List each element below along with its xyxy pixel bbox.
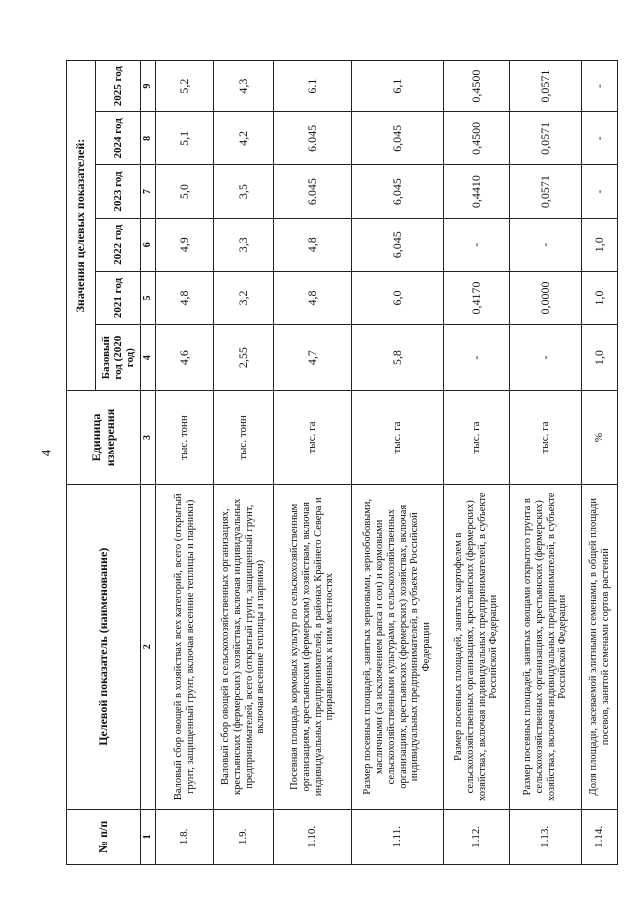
header-year: Базовый год (2020 год) — [96, 325, 141, 391]
value-cell: 6.045 — [274, 165, 352, 218]
row-number: 1.13. — [510, 809, 582, 864]
column-number: 6 — [141, 218, 156, 271]
value-cell: 0,4170 — [444, 271, 510, 324]
row-number: 1.9. — [214, 809, 274, 864]
indicator-name: Валовый сбор овощей в хозяйствах всех категорий, всего (открытый грунт, защищенный грунт, включая весенние теплицы и парники) — [156, 484, 214, 809]
value-cell: 3,2 — [214, 271, 274, 324]
value-cell: 0,4500 — [444, 61, 510, 112]
value-cell: 0,0571 — [510, 61, 582, 112]
column-number: 8 — [141, 112, 156, 165]
header-name: Целевой показатель (наименование) — [67, 484, 141, 809]
value-cell: 0,4500 — [444, 112, 510, 165]
value-cell: 0,0000 — [510, 271, 582, 324]
value-cell: 6,0 — [352, 271, 444, 324]
value-cell: 1,0 — [582, 325, 618, 391]
value-cell: 1,0 — [582, 271, 618, 324]
value-cell: 4,7 — [274, 325, 352, 391]
header-num: № п/п — [67, 809, 141, 864]
row-number: 1.10. — [274, 809, 352, 864]
value-cell: - — [510, 218, 582, 271]
value-cell: 6.045 — [274, 112, 352, 165]
value-cell: 4,8 — [274, 218, 352, 271]
unit-cell: тыс. тонн — [156, 391, 214, 485]
row-number: 1.12. — [444, 809, 510, 864]
table-row — [352, 61, 444, 865]
column-number: 9 — [141, 61, 156, 112]
value-cell: 6,1 — [352, 61, 444, 112]
value-cell: 0,0571 — [510, 165, 582, 218]
value-cell: - — [582, 112, 618, 165]
value-cell: 2,55 — [214, 325, 274, 391]
unit-cell: тыс. га — [444, 391, 510, 485]
value-cell: 5,8 — [352, 325, 444, 391]
header-unit: Единица измерения — [67, 391, 141, 485]
table-row — [444, 61, 510, 865]
row-number: 1.11. — [352, 809, 444, 864]
column-number: 4 — [141, 325, 156, 391]
column-number: 3 — [141, 391, 156, 485]
value-cell: 3,5 — [214, 165, 274, 218]
value-cell: - — [582, 165, 618, 218]
value-cell: 4,2 — [214, 112, 274, 165]
indicators-table-wrapper — [66, 60, 611, 865]
unit-cell: тыс. га — [274, 391, 352, 485]
indicator-name: Размер посевных площадей, занятых овощами открытого грунта в сельскохозяйственных организациях, крестьянских (фермерских) хозяйствах, включая индивидуальных предпринимателей, в субъекте Российской Федерации — [510, 484, 582, 809]
header-row-top — [67, 61, 96, 865]
value-cell: 6,045 — [352, 112, 444, 165]
page-number: 4 — [38, 449, 54, 457]
indicator-name: Размер посевных площадей, занятых картофелем в сельскохозяйственных организациях, крестьянских (фермерских) хозяйствах, включая индивидуальных предпринимателей, в субъекте Российской Федерации — [444, 484, 510, 809]
header-year: 2021 год — [96, 271, 141, 324]
column-number: 7 — [141, 165, 156, 218]
column-number-row — [141, 61, 156, 865]
table-row — [582, 61, 618, 865]
value-cell: 5,2 — [156, 61, 214, 112]
value-cell: 5,0 — [156, 165, 214, 218]
header-year: 2024 год — [96, 112, 141, 165]
value-cell: 6.1 — [274, 61, 352, 112]
table-row — [510, 61, 582, 865]
value-cell: 0,4410 — [444, 165, 510, 218]
value-cell: 4,8 — [274, 271, 352, 324]
value-cell: - — [444, 325, 510, 391]
row-number: 1.8. — [156, 809, 214, 864]
value-cell: 4,8 — [156, 271, 214, 324]
value-cell: - — [582, 61, 618, 112]
column-number: 5 — [141, 271, 156, 324]
indicator-name: Валовый сбор овощей в сельскохозяйственных организациях, крестьянских (фермерских) хозяйствах, включая индивидуальных предпринимателей, всего (открытый грунт, защищенный грунт, включая весенние теплицы и парники) — [214, 484, 274, 809]
value-cell: 0,0571 — [510, 112, 582, 165]
target-indicators-table — [66, 60, 618, 865]
unit-cell: % — [582, 391, 618, 485]
value-cell: 4,6 — [156, 325, 214, 391]
table-row — [214, 61, 274, 865]
value-cell: 3,3 — [214, 218, 274, 271]
value-cell: 5,1 — [156, 112, 214, 165]
unit-cell: тыс. тонн — [214, 391, 274, 485]
column-number: 1 — [141, 809, 156, 864]
header-year: 2025 год — [96, 61, 141, 112]
header-values-group: Значения целевых показателей: — [67, 61, 96, 391]
header-year: 2023 год — [96, 165, 141, 218]
indicator-name: Посевная площадь кормовых культур по сельскохозяйственным организациям, крестьянским (фермерским) хозяйствам, включая индивидуальных предпринимателей, в районах Крайнего Севера и приравненных к ним местностях — [274, 484, 352, 809]
value-cell: 4,3 — [214, 61, 274, 112]
indicator-name: Размер посевных площадей, занятых зерновыми, зернобобовыми, масличными (за исключением рапса и сои) и кормовыми сельскохозяйственными культурами, в сельскохозяйственных организациях, крестьянских (фермерских) хозяйствах, включая индивидуальных предпринимателей, в субъекте Российской Федерации — [352, 484, 444, 809]
value-cell: 1,0 — [582, 218, 618, 271]
table-row — [156, 61, 214, 865]
unit-cell: тыс. га — [352, 391, 444, 485]
header-year: 2022 год — [96, 218, 141, 271]
value-cell: - — [510, 325, 582, 391]
unit-cell: тыс. га — [510, 391, 582, 485]
indicator-name: Доля площади, засеваемой элитными семенами, в общей площади посевов, занятой семенами сортов растений — [582, 484, 618, 809]
value-cell: 6,045 — [352, 218, 444, 271]
row-number: 1.14. — [582, 809, 618, 864]
value-cell: 4,9 — [156, 218, 214, 271]
value-cell: - — [444, 218, 510, 271]
column-number: 2 — [141, 484, 156, 809]
value-cell: 6,045 — [352, 165, 444, 218]
table-row — [274, 61, 352, 865]
